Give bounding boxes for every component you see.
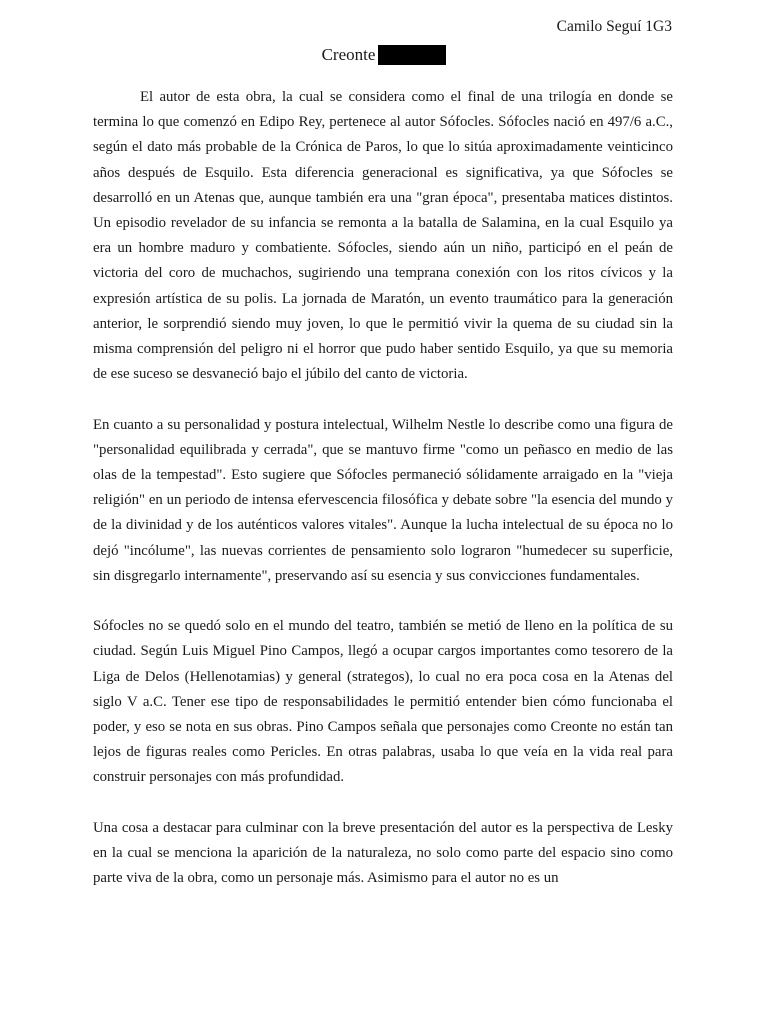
paragraph-2: En cuanto a su personalidad y postura intelectual, Wilhelm Nestle lo describe como una figura de "personalidad equilibrada y cerrada", que se mantuvo firme "como un peñasco en medio de las olas de la tempestad". Esto sugiere que Sófocles permaneció sólidamente arraigado en la "vieja religión" en un periodo de intensa efervescencia filosófica y debate sobre "la esencia del mundo y de la divinidad y de los auténticos valores vitales". Aunque la lucha intelectual de su época no lo dejó "incólume", las nuevas corrientes de pensamiento solo lograron "humedecer su superficie, sin disgregarlo internamente", preservando así su esencia y sus convicciones fundamentales. xyxy=(93,416,673,584)
paragraph-1: El autor de esta obra, la cual se considera como el final de una trilogía en donde se termina lo que comenzó en Edipo Rey, pertenece al autor Sófocles. Sófocles nació en 497/6 a.C., según el dato más probable de la Crónica de Paros, lo que lo sitúa aproximadamente veinticinco años después de Esquilo. Esta diferencia generacional es significativa, ya que Sófocles se desarrolló en un Atenas que, aunque también era una "gran época", presentaba matices distintos. Un episodio revelador de su infancia se remonta a la batalla de Salamina, en la cual Esquilo ya era un hombre maduro y combatiente. Sófocles, siendo aún un niño, participó en el peán de victoria del coro de muchachos, sugiriendo una temprana conexión con los ritos cívicos y la expresión artística de su polis. La jornada de Maratón, un evento traumático para la generación anterior, le sorprendió siendo muy joven, lo que le permitió vivir la quema de su ciudad sin la misma comprensión del peligro ni el horror que pudo haber sentido Esquilo, ya que su memoria de ese suceso se desvaneció bajo el júbilo del canto de victoria. xyxy=(93,89,673,383)
redaction-box xyxy=(378,45,446,65)
title-row xyxy=(0,44,768,66)
author-line: Camilo Seguí 1G3 xyxy=(556,18,672,35)
body-text xyxy=(93,85,673,917)
paragraph-4: Una cosa a destacar para culminar con la breve presentación del autor es la perspectiva de Lesky en la cual se menciona la aparición de la naturaleza, no solo como parte del espacio sino como parte viva de la obra, como un personaje más. Asimismo para el autor no es un xyxy=(93,819,673,887)
page-title: Creonte xyxy=(321,45,376,64)
paragraph-3: Sófocles no se quedó solo en el mundo del teatro, también se metió de lleno en la política de su ciudad. Según Luis Miguel Pino Campos, llegó a ocupar cargos importantes como tesorero de la Liga de Delos (Hellenotamias) y general (strategos), lo cual no era poca cosa en la Atenas del siglo V a.C. Tener ese tipo de responsabilidades le permitió entender bien cómo funcionaba el poder, y eso se nota en sus obras. Pino Campos señala que personajes como Creonte no están tan lejos de figuras reales como Pericles. En otras palabras, usaba lo que veía en la vida real para construir personajes con más profundidad. xyxy=(93,618,673,786)
